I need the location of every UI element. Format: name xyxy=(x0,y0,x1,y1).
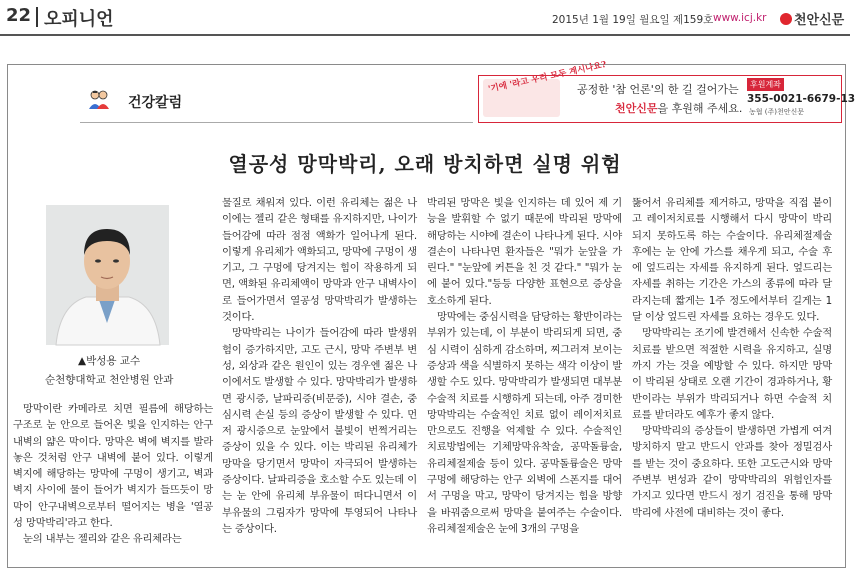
header-divider xyxy=(36,7,38,27)
paragraph: 눈의 내부는 젤리와 같은 유리체라는 xyxy=(23,533,182,546)
author-name: ▲박성용 교수 xyxy=(78,355,141,367)
newspaper-brand xyxy=(780,9,844,28)
paragraph: 망막이란 카메라로 치면 필름에 해당하는 구조로 눈 안으로 들어온 빛을 인지하는 안구 내벽의 얇은 막이다. 망막은 벽에 벽지를 발라 놓은 것처럼 안구 내벽에 붙어 있다. 이렇게 벽지에 해당하는 망막에 구멍이 생기고, 벽과 벽지 사이에 물이 들어가 벽지가 들뜨듯이 망막이 안구내벽으로부터 떨어지는 병을 '열공성 망막박리'라고 한다. xyxy=(13,403,213,530)
circle-logo-icon xyxy=(780,13,792,25)
account-bank: 농협 (주)천안신문 xyxy=(749,108,805,116)
doctors-icon xyxy=(88,90,110,110)
ad-copy-rest: 을 후원해 주세요. xyxy=(657,102,743,115)
account-number: 355-0021-6679-13 xyxy=(747,93,855,105)
column-label: 건강칼럼 xyxy=(128,95,183,111)
author-affiliation: 순천향대학교 천안병원 안과 xyxy=(45,374,174,386)
column-kicker xyxy=(88,88,238,114)
ad-copy-line2 xyxy=(615,100,742,116)
ad-brand: 천안신문 xyxy=(615,102,658,115)
brand-name: 천안신문 xyxy=(794,13,845,28)
donation-account xyxy=(747,78,855,118)
paragraph: 망막에는 중심시력을 담당하는 황반이라는 부위가 있는데, 이 부분이 박리되게 되면, 중심 시력이 심하게 감소하며, 찌그러져 보이는 증상과 색을 식별하지 못하는 색각 이상이 발생할 수도 있다. 망막박리가 발생되면 대부분 수술적 치료를 시행하게 되는데, 아주 경미한 망막박리는 수술적인 치료 없이 레이저치료만으로도 진행을 억제할 수 있다. 수술적인 치료방법에는 기체망막유착술, 공막돌륭술, 유리체절제술 등이 있다. 공막돌륭술은 망막 구멍에 해당하는 안구 외벽에 스폰지를 대어서 구멍을 막고, 망막이 당겨지는 힘을 방향을 바꿔줌으로써 망막을 붙여주는 수술이다. 유리체절제술은 눈에 3개의 구멍을 xyxy=(427,311,622,535)
article-column-3 xyxy=(427,195,622,537)
sponsor-ad[interactable] xyxy=(478,59,855,123)
section-title: 오피니언 xyxy=(44,9,114,30)
article-headline: 열공성 망막박리, 오래 방치하면 실명 위험 xyxy=(228,152,622,176)
issue-date: 2015년 1월 19일 월요일 제159호 xyxy=(552,14,714,26)
paragraph: 망막박리는 조기에 발견해서 신속한 수술적 치료를 받으면 적절한 시력을 유지하고, 실명까지 가는 것을 예방할 수 있다. 하지만 망막이 박리된 상태로 오랜 기간이 경과하거나, 황반이라는 부위가 박리되거나 하면 수술적 치료를 받더라도 예후가 좋지 않다. xyxy=(632,327,832,421)
account-label: 후원계좌 xyxy=(747,78,784,91)
author-portrait-image xyxy=(46,205,169,345)
page-header xyxy=(0,0,850,34)
ad-copy-line1: 공정한 '참 언론'의 한 길 걸어가는 xyxy=(577,83,739,96)
paragraph: 박리된 망막은 빛을 인지하는 데 있어 제 기능을 발휘할 수 없기 때문에 박리된 망막에 해당하는 시야에 결손이 나타나게 된다. 시야 결손이 나타나면 환자들은 "뭐가 눈앞을 가린다." "눈앞에 커튼을 친 것 같다." "뭐가 눈에 붙어 있다."등등 다양한 표현으로 증상을 호소하게 된다. xyxy=(427,197,622,307)
header-rule xyxy=(0,34,850,36)
paragraph: 뚫어서 유리체를 제거하고, 망막을 직접 붙이고 레이저치료를 시행해서 다시 망막이 박리되지 못하도록 하는 수술이다. 유리체절제술 후에는 눈 안에 가스를 채우게 되고, 수술 후에 엎드리는 자세를 유지하게 된다. 엎드리는 자세를 취하는 기간은 가스의 종류에 따라 달라지는데 짧게는 1주 정도에서부터 길게는 1달 이상 엎드린 자세를 요하는 경우도 있다. xyxy=(632,197,832,324)
article-column-2 xyxy=(222,195,417,537)
site-url-link[interactable]: www.icj.kr xyxy=(713,12,767,24)
article-column-1 xyxy=(13,401,213,548)
paragraph: 망막박리는 나이가 들어감에 따라 발생위험이 증가하지만, 고도 근시, 망막 주변부 변성, 외상과 같은 원인이 있는 경우엔 젊은 나이에서도 발생할 수 있다. 망막박리가 발생하면 광시증, 날파리증(비문증), 시야 결손, 중심시력 손실 등의 증상이 발생할 수 있다. 먼저 광시증으로 눈앞에서 불빛이 번쩍거리는 증상이 있을 수 있다. 이는 박리된 유리체가 망막을 당기면서 망막이 자극되어 발생하는 증상이다. 날파리증을 호소할 수도 있는데 이는 눈 안에 유리체 부유물이 떠다니면서 이 부유물의 그림자가 망막에 투영되어 나타나는 증상이다. xyxy=(222,327,417,535)
ad-image-text: '기에 '라고 우리 모두 계시나요? xyxy=(487,59,608,95)
author-photo xyxy=(46,205,169,345)
paragraph: 망막박리의 증상들이 발생하면 가볍게 여겨 방치하지 말고 반드시 안과를 찾아 정밀검사를 받는 것이 중요하다. 또한 고도근시와 망막 주변부 변성과 같이 망막박리의 위험인자를 가지고 있다면 반드시 정기 검진을 통해 망막박리에 사전에 대비하는 것이 좋다. xyxy=(632,425,832,519)
paragraph: 물질로 채워져 있다. 이런 유리체는 젊은 나이에는 젤리 같은 형태를 유지하지만, 나이가 들어감에 따라 점점 액화가 일어나게 된다. 이렇게 유리체가 액화되고, 망막에 구멍이 생기고, 그 구멍에 당겨지는 힘이 작용하게 되면, 액화된 유리체액이 망막과 안구 내벽사이로 들어가면서 열공성 망막박리가 발생하는 것이다. xyxy=(222,197,417,324)
kicker-rule xyxy=(80,122,473,123)
article-column-4 xyxy=(632,195,832,521)
page-number: 22 xyxy=(6,5,32,26)
ad-image xyxy=(483,59,608,117)
